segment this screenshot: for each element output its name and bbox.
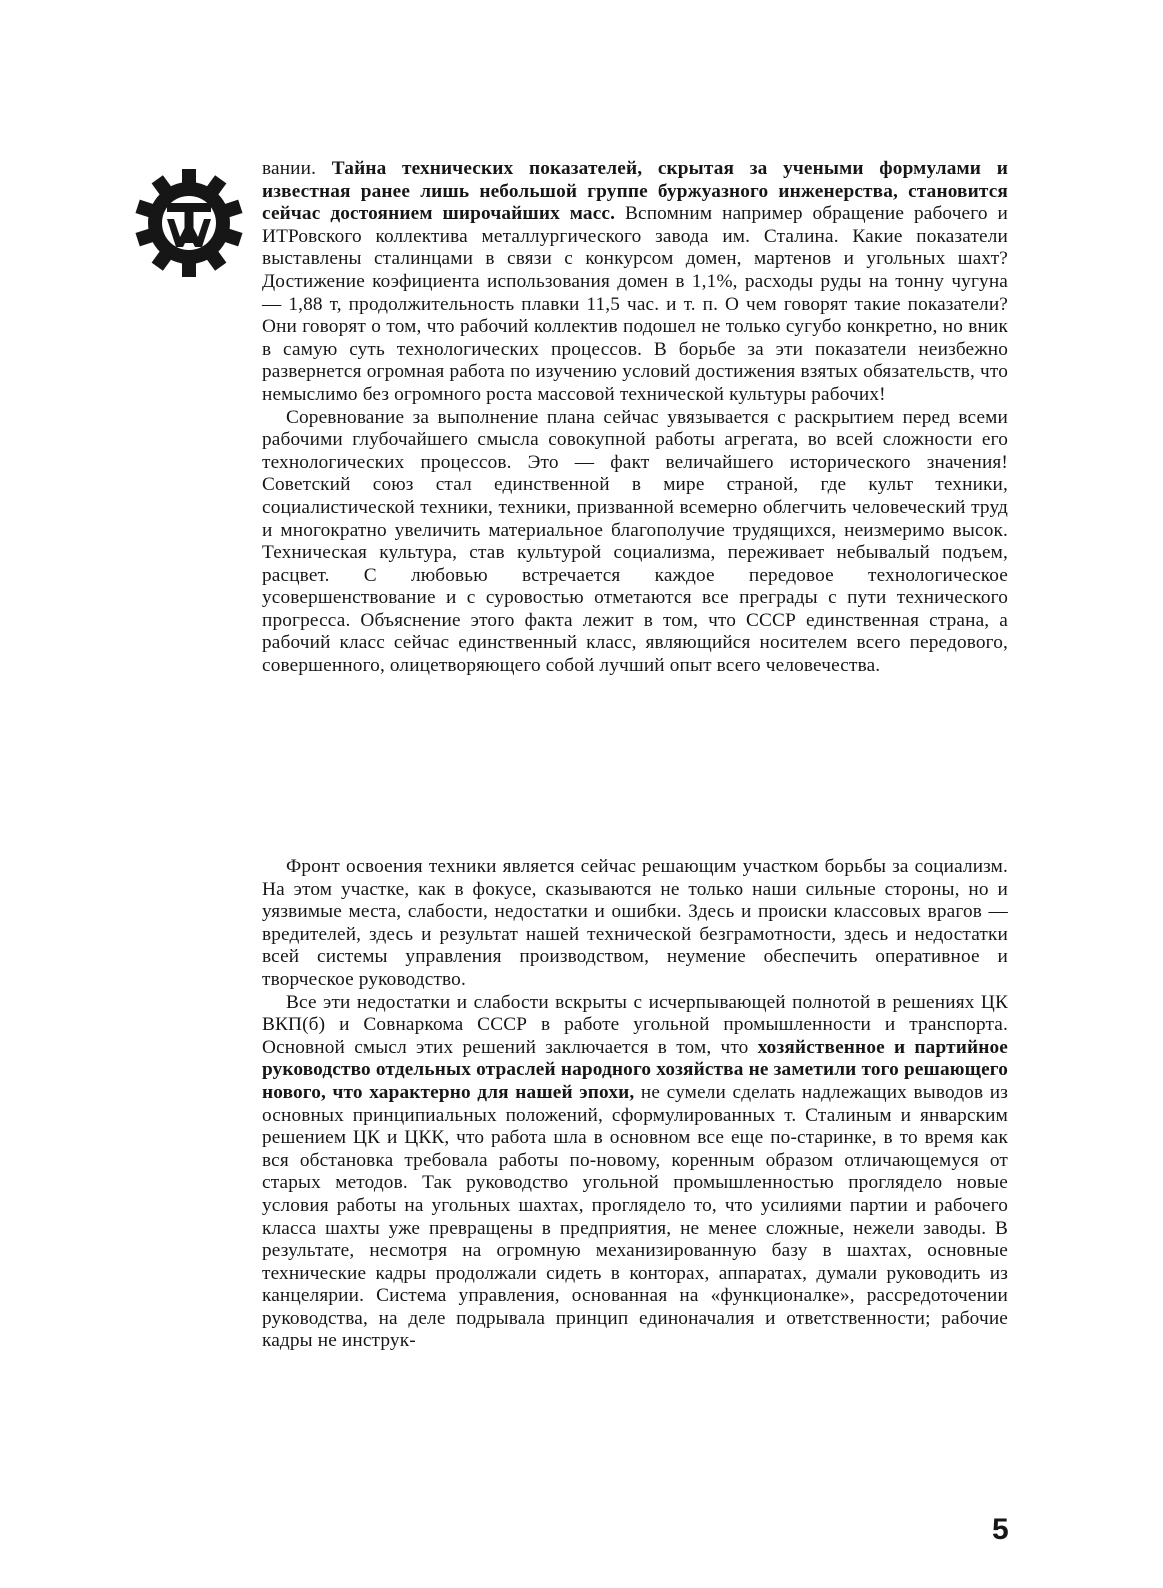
text-block-top: [262, 158, 1008, 678]
emphasis-text: хозяйственное и партийное руководство отдельных отраслей народного хозяйства не заметили того решающего нового, что характерно для нашей эпохи,: [262, 1036, 1008, 1103]
paragraph-lead: Все эти недостатки и слабости вскрыты с исчерпывающей полнотой в решениях ЦК ВКП(б) и Совнаркома СССР в работе угольной промышленности и транспорта. Основной смысл этих решений заключается в том, что: [262, 991, 1008, 1058]
emphasis-text: Тайна технических показателей, скрытая за учеными формулами и известная ранее лишь небольшой группе буржуазного инженерства, становится сейчас достоянием широчайших масс.: [262, 158, 1008, 225]
text-block-bottom: [262, 856, 1008, 1353]
paragraph-rest: Вспомним например обращение рабочего и ИТРовского коллектива металлургического завода им. Сталина. Какие показатели выставлены сталинцами в связи с конкурсом домен, мартенов и угольных шахт? Достижение коэфициента использования домен в 1,1%, расходы руды на тонну чугуна — 1,88 т, продолжительность плавки 11,5 час. и т. п. О чем говорят такие показатели? Они говорят о том, что рабочий коллектив подошел не только сугубо конкретно, но вник в самую суть технологических процессов. В борьбе за эти показатели неизбежно развернется огромная работа по изучению условий достижения взятых обязательств, что немыслимо без огромного роста массовой технической культуры рабочих!: [262, 203, 1008, 405]
paragraph: Соревнование за выполнение плана сейчас увязывается с раскрытием перед всеми рабочими глубочайшего смысла совокупной работы агрегата, во всей сложности его технологических процессов. Это — факт величайшего исторического значения! Советский союз стал единственной в мире страной, где культ техники, социалистической техники, техники, призванной всемерно облегчить человеческий труд и многократно увеличить материальное благополучие трудящихся, неизмеримо высок. Техническая культура, став культурой социализма, переживает небывалый подъем, расцвет. С любовью встречается каждое передовое технологическое усовершенствование и с суровостью отметаются все преграды с пути технического прогресса. Объяснение этого факта лежит в том, что СССР единственная страна, а рабочий класс сейчас единственный класс, являющийся носителем всего передового, совершенного, олицетворяющего собой лучший опыт всего человечества.: [262, 406, 1008, 677]
gear-emblem-icon: [134, 168, 244, 278]
paragraph: [262, 158, 1008, 407]
paragraph-rest: не сумели сделать надлежащих выводов из основных принципиальных положений, сформулированных т. Сталиным и январским решением ЦК и ЦКК, что работа шла в основном все еще по-старинке, в то время как вся обстановка требовала работы по-новому, коренным образом отличающемуся от старых методов. Так руководство угольной промышленностью проглядело новые условия работы на угольных шахтах, проглядело то, что усилиями партии и рабочего класса шахты уже превращены в предприятия, не менее сложные, нежели заводы. В результате, несмотря на огромную механизированную базу в шахтах, основные технические кадры продолжали сидеть в конторах, аппаратах, думали руководить из канцелярии. Система управления, основанная на «функционалке», рассредоточении руководства, на деле подрывала принцип единоначалия и ответственности; рабочие кадры не инструк-: [262, 1081, 1009, 1352]
paragraph: Фронт освоения техники является сейчас решающим участком борьбы за социализм. На этом участке, как в фокусе, сказываются не только наши сильные стороны, но и уязвимые места, слабости, недостатки и ошибки. Здесь и происки классовых врагов — вредителей, здесь и результат нашей технической безграмотности, здесь и недостатки всей системы управления производством, неумение обеспечить оперативное и творческое руководство.: [262, 856, 1008, 990]
paragraph: [262, 992, 1008, 1354]
paragraph-lead: вании.: [262, 158, 332, 179]
page-number: 5: [992, 1513, 1009, 1546]
